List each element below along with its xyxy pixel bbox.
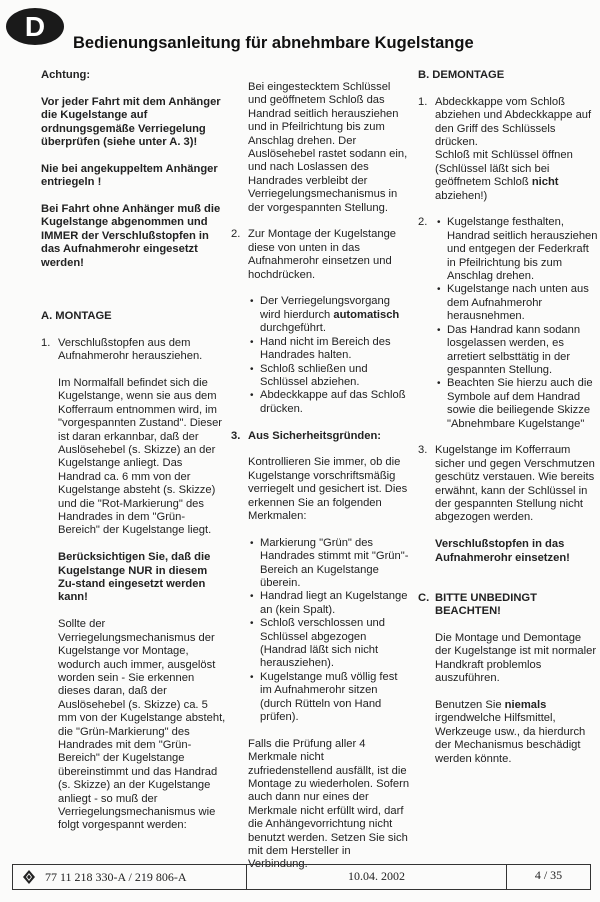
section-number: C. (418, 591, 430, 604)
step-text: Zur Montage der Kugelstange diese von unten in das Aufnahmerohr einsetzen und hochdrücken. (248, 228, 397, 281)
paragraph: Falls die Prüfung aller 4 Merkmale nicht zufriedenstellend ausfällt, ist die Montage zu wiederholen. Sofern auch dann nur eines der Merkmale nicht erfüllt wird, darf die Anhängevorrichtung nicht benutzt werden. Setzen Sie sich mit dem Hersteller in Verbindung. (248, 737, 410, 871)
bullet-list (248, 295, 411, 416)
list-item: • Kugelstange muß völlig fest im Aufnahmerohr sitzen (durch Rütteln von Hand prüfen). (248, 671, 411, 725)
list-item: • Das Handrad kann sodann losgelassen werden, es arretiert selbsttätig in der gespannten Stellung. (435, 324, 598, 378)
bullet-list (248, 537, 411, 725)
paragraph: Die Montage und Demontage der Kugelstange ist mit normaler Handkraft problemlos auszuführen. (435, 631, 597, 685)
list-item: • Schloß schließen und Schlüssel abziehen. (248, 363, 411, 390)
step-item (231, 430, 411, 872)
step-item (418, 444, 598, 565)
list-item: • Kugelstange nach unten aus dem Aufnahmerohr herausnehmen. (435, 283, 598, 323)
step-number: 2. (231, 228, 241, 241)
document-number: 77 11 218 330-A / 219 806-A (45, 869, 187, 884)
page-title: Bedienungsanleitung für abnehmbare Kugelstange (73, 34, 474, 52)
step-item (418, 96, 598, 203)
bullet-list (435, 216, 598, 431)
page-footer (12, 864, 591, 890)
warning-text: Nie bei angekuppeltem Anhänger entriegeln ! (41, 162, 218, 189)
step-number: 2. (418, 216, 428, 229)
step-item (41, 337, 226, 833)
list-item: • Handrad liegt an Kugelstange an (kein Spalt). (248, 590, 411, 617)
column-3 (418, 69, 598, 766)
list-item: • Hand nicht im Bereich des Handrades halten. (248, 336, 411, 363)
step-number: 1. (41, 336, 51, 349)
section-heading: BITTE UNBEDINGT BEACHTEN! (435, 591, 537, 618)
footer-doc-cell (13, 865, 247, 889)
paragraph: Im Normalfall befindet sich die Kugelstange, wenn sie aus dem Kofferraum entnommen wird, im "vorgespannten Zustand". Dieser ist daran erkannbar, daß der Auslösehebel (s. Skizze) an der Kugelstange anliegt. Das Handrad ca. 6 mm von der Kugelstange absteht (s. Skizze) und die "Rot-Markierung" des Handrades in dem "Grün-Bereich" der Kugelstange liegt. (58, 377, 223, 537)
list-item: • Kugelstange festhalten, Handrad seitlich herausziehen und entgegen der Federkraft in Pfeilrichtung bis zum Anschlag drehen. (435, 216, 598, 283)
step-text: Kontrollieren Sie immer, ob die Kugelstange vorschriftsmäßig verriegelt und gesichert ist. Dies erkennen Sie an folgenden Merkmalen: (248, 456, 408, 522)
step-number: 3. (231, 429, 241, 442)
step-text: Abdeckkappe vom Schloß abziehen und Abdeckkappe auf den Griff des Schlüssels drücken. (435, 95, 592, 149)
section-heading: A. MONTAGE (41, 310, 112, 322)
list-item: • Der Verriegelungsvorgang wird hierdurch automatisch durchgeführt. (248, 295, 411, 335)
step-text: Verschlußstopfen aus dem Aufnahmerohr herausziehen. (58, 336, 203, 363)
step-item (418, 216, 598, 431)
warning-text: Bei Fahrt ohne Anhänger muß die Kugelstange abgenommen und IMMER der Verschlußstopfen in das Aufnahmerohr eingesetzt werden! (41, 203, 221, 269)
list-item: • Abdeckkappe auf das Schloß drücken. (248, 389, 411, 416)
paragraph: Sollte der Verriegelungsmechanismus der Kugelstange vor Montage, wodurch auch immer, ausgelöst worden sein - Sie erkennen dieses daran, daß der Auslösehebel (s. Skizze) ca. 5 mm von der Kugelstange absteht, die "Grün-Markierung" des Handrades mit dem "Grün-Bereich" der Kugelstange übereinstimmt und das Handrad (s. Skizze) an der Kugelstange anliegt - so muß der Verriegelungsmechanismus wie folgt vorgespannt werden: (58, 618, 226, 832)
section-montage (41, 310, 226, 833)
step-heading: Aus Sicherheitsgründen: (248, 429, 382, 442)
step-number: 1. (418, 95, 428, 108)
warning-label: Achtung: (41, 69, 91, 81)
section-beachten (418, 592, 598, 766)
note: Verschlußstopfen in das Aufnahmerohr einsetzen! (435, 538, 570, 564)
footer-date: 10.04. 2002 (247, 865, 507, 889)
warning-block (41, 69, 221, 283)
paragraph: Benutzen Sie niemals irgendwelche Hilfsmittel, Werkzeuge usw., da hierdurch der Mechanismus beschädigt werden könnte. (435, 698, 586, 765)
section-heading: B. DEMONTAGE (418, 69, 505, 81)
note: Berücksichtigen Sie, daß die Kugelstange NUR in diesem Zu-stand eingesetzt werden kann! (58, 551, 211, 604)
step-text: Schloß mit Schlüssel öffnen (Schlüssel läßt sich bei geöffnetem Schloß nicht abziehen!) (435, 149, 573, 202)
language-badge: D (6, 8, 64, 45)
list-item: • Schloß verschlossen und Schlüssel abgezogen (Handrad läßt sich nicht herausziehen). (248, 617, 411, 671)
column-2 (231, 81, 411, 872)
step-number: 3. (418, 444, 428, 457)
renault-diamond-icon (23, 870, 35, 884)
page-number: 4 / 35 (534, 868, 563, 882)
paragraph: Bei eingestecktem Schlüssel und geöffnetem Schloß das Handrad seitlich herausziehen und in Pfeilrichtung bis zum Anschlag drehen. Der Auslösehebel rastet sodann ein, und nach Loslassen des Handrades verbleibt der Verriegelungsmechanismus in der vorgespannten Stellung. (248, 81, 408, 214)
step-text: Kugelstange im Kofferraum sicher und gegen Verschmutzen geschütz verstauen. Wie bereits erwähnt, kann der Schlüssel in der gespannten Stellung nicht abgezogen werden. (435, 444, 595, 524)
step-item (231, 228, 411, 416)
warning-text: Vor jeder Fahrt mit dem Anhänger die Kugelstange auf ordnungsgemäße Verriegelung überprüfen (siehe unter A. 3)! (41, 95, 221, 149)
list-item: • Beachten Sie hierzu auch die Symbole auf dem Handrad sowie die beiliegende Skizze "Abnehmbare Kugelstange" (435, 377, 598, 431)
list-item: • Markierung "Grün" des Handrades stimmt mit "Grün"-Bereich an Kugelstange überein. (248, 537, 411, 591)
